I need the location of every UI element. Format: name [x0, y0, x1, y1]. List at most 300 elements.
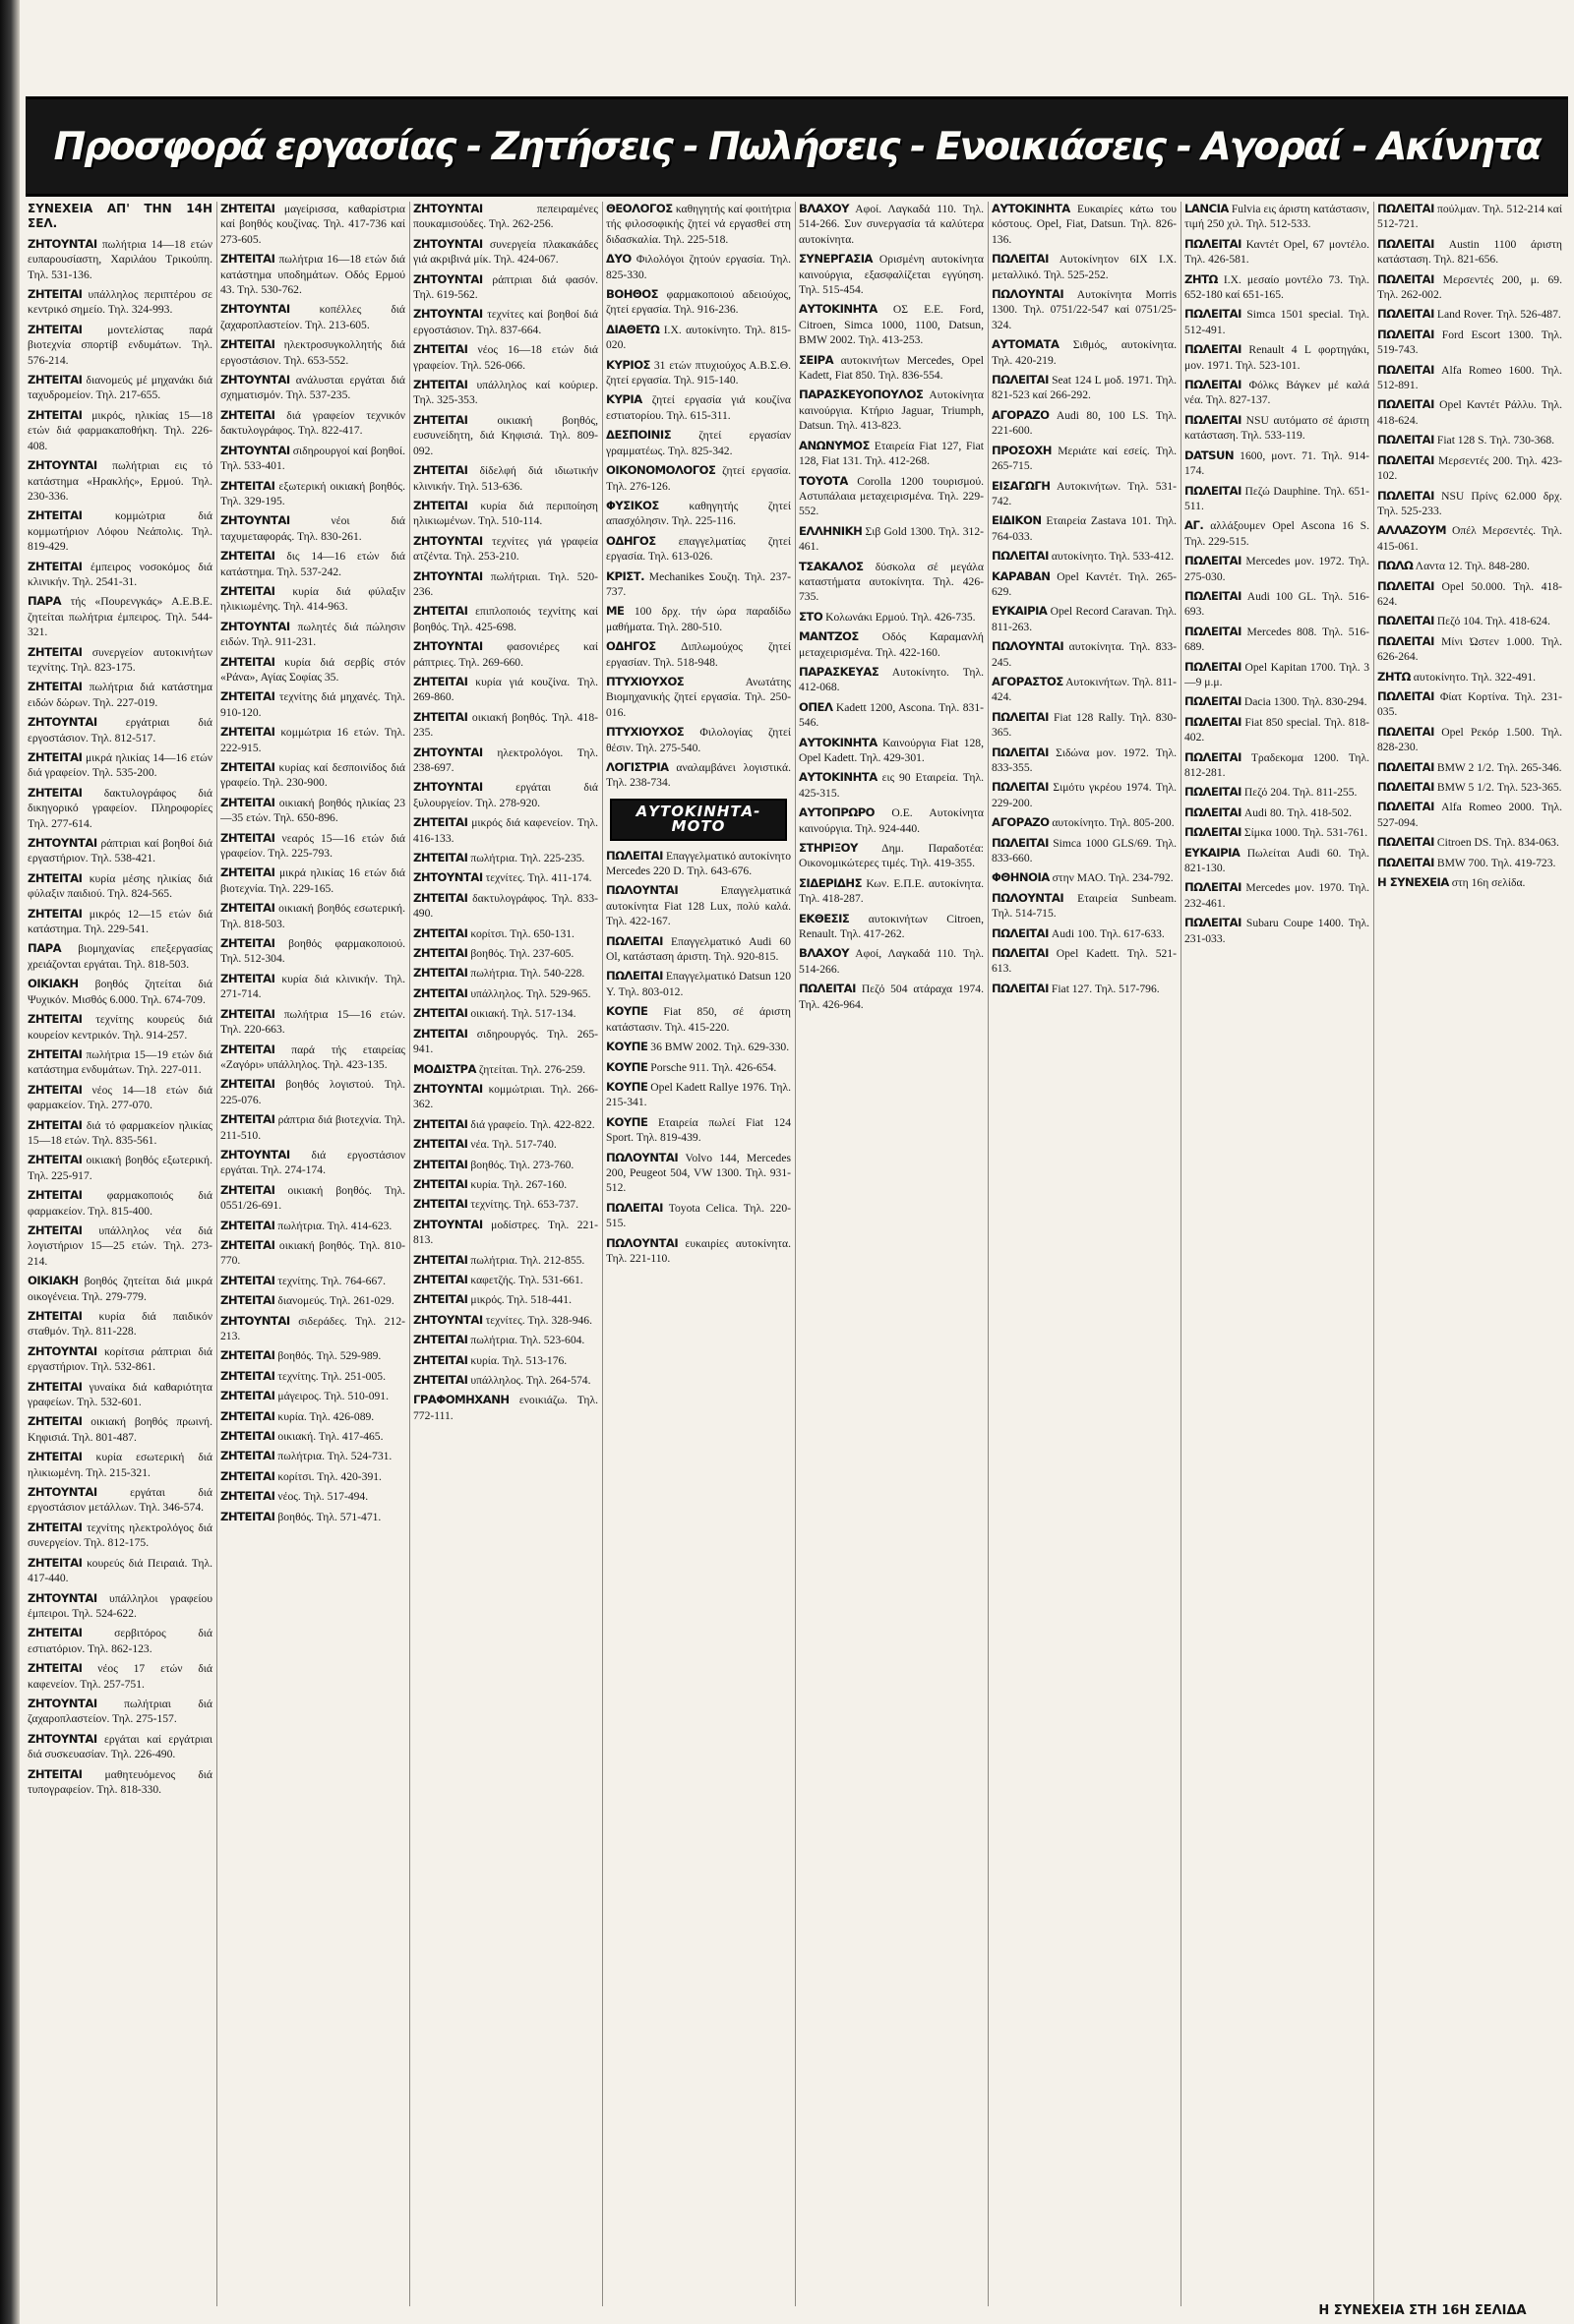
ad-heading: ΖΗΤΟΥΝΤΑΙ [413, 745, 483, 759]
ad-heading: ΖΗΤΕΙΤΑΙ [413, 1137, 468, 1152]
ad-heading: ΖΗΤΟΥΝΤΑΙ [28, 1590, 97, 1605]
classified-ad [992, 549, 1177, 564]
ad-text: φαρμακοποιός διά φαρμακείον. Τηλ. 815-400. [28, 1189, 212, 1218]
classified-ad [220, 1238, 405, 1269]
classified-ad [220, 1389, 405, 1403]
ad-heading: ΖΗΤΟΥΝΤΑΙ [413, 236, 483, 251]
ad-heading: ΖΗΤΕΙΤΑΙ [28, 559, 83, 573]
classified-ad [606, 202, 791, 247]
ad-text: Ι.Χ. μεσαίο μοντέλο 73. Τηλ. 652-180 καί 651-165. [1184, 272, 1369, 302]
ad-text: οικιακή βοηθός εξωτερική. Τηλ. 225-917. [28, 1154, 212, 1182]
ad-text: Κολωνάκι Ερμού. Τηλ. 426-735. [825, 610, 976, 624]
ad-text: Αυτοκίνητα Morris 1300. Τηλ. 0751/22-547 καί 0751/25-324. [992, 288, 1177, 331]
classified-ad [413, 926, 598, 941]
ad-text: Kadett 1200, Ascona. Τηλ. 831-546. [799, 700, 984, 730]
ad-heading: ΒΟΗΘΟΣ [606, 287, 659, 302]
classified-ad [413, 1313, 598, 1328]
ad-heading: ΑΥΤΟΚΙΝΗΤΑ [799, 302, 878, 317]
ad-column-3 [413, 202, 598, 2306]
classified-ad [1184, 342, 1369, 373]
ad-text: τεχνίτης ηλεκτρολόγος διά συνεργείον. Τηλ. 812-175. [28, 1520, 212, 1550]
ad-text: Επαγγελματικό αυτοκίνητο Mercedes 220 D. Τηλ. 643-676. [606, 849, 791, 878]
classified-ad [220, 1043, 405, 1073]
classified-ad [220, 479, 405, 509]
ad-text: νέος 14—18 ετών διά φαρμακείον. Τηλ. 277-070. [28, 1083, 212, 1112]
ad-heading: ΖΗΤΕΙΤΑΙ [220, 1042, 275, 1056]
ad-heading: ΖΗΤΕΙΤΑΙ [28, 1520, 83, 1534]
classified-ad [220, 1314, 405, 1344]
ad-heading: ΠΩΛΕΙΤΑΙ [1184, 694, 1241, 709]
classified-ad [28, 1188, 212, 1219]
ad-text: κυρία διά περιποίηση ηλικιωμένων. Τηλ. 510-114. [413, 499, 598, 528]
ad-heading: ΖΗΤΟΥΝΤΑΙ [220, 373, 290, 387]
ad-heading: ΖΗΤΟΥΝΤΑΙ [220, 302, 290, 317]
ad-text: καθηγητής καί φοιτήτρια τής φιλοσοφικής ζητεί νά εργασθεί στη διδασκαλία. Τηλ. 225-518. [606, 203, 791, 246]
classified-ad [413, 604, 598, 634]
classified-ad [28, 508, 212, 554]
ad-text: Audi 80, 100 LS. Τηλ. 221-600. [992, 408, 1177, 438]
classified-ad [220, 1429, 405, 1444]
classified-ad [28, 408, 212, 453]
ad-text: Fiat 850 special. Τηλ. 818-402. [1184, 715, 1369, 745]
classified-ad [992, 710, 1177, 741]
ad-heading: ΖΗΤΕΙΤΑΙ [220, 549, 275, 564]
ad-heading: ΠΩΛΕΙΤΑΙ [992, 709, 1049, 724]
classified-ad [1377, 875, 1562, 890]
ad-text: βοηθός. Τηλ. 273-760. [470, 1158, 575, 1171]
classified-ad [28, 1012, 212, 1043]
ad-text: Alfa Romeo 1600. Τηλ. 512-891. [1377, 363, 1562, 392]
ad-text: Σιμότυ γκρέου 1974. Τηλ. 229-200. [992, 781, 1177, 809]
ad-text: κυρία. Τηλ. 267-160. [470, 1177, 568, 1191]
ad-text: διά γραφείον τεχνικόν δακτυλογράφος. Τηλ. 822-417. [220, 408, 405, 438]
ad-heading: ΖΗΤΟΥΝΤΑΙ [28, 836, 97, 851]
ad-text: αυτοκίνητο. Τηλ. 805-200. [1052, 816, 1175, 830]
ad-text: ράπτριαι διά φασόν. Τηλ. 619-562. [413, 272, 598, 302]
ad-text: έμπειρος νοσοκόμος διά κλινικήν. Τηλ. 2541-31. [28, 560, 212, 588]
classified-ad [1377, 328, 1562, 358]
classified-ad [992, 604, 1177, 634]
classified-ad [413, 1082, 598, 1112]
ad-text: Opel Record Caravan. Τηλ. 811-263. [992, 605, 1177, 633]
ad-heading: ΜΑΝΤΖΟΣ [799, 629, 859, 644]
ad-heading: ΖΗΤΕΙΤΑΙ [28, 373, 83, 387]
classified-ad [606, 534, 791, 565]
ad-heading: ΖΗΤΕΙΤΑΙ [28, 1117, 83, 1132]
classified-ad [413, 1253, 598, 1268]
classified-ad [220, 936, 405, 967]
ad-heading: ΖΗΤΟΥΝΤΑΙ [220, 1147, 290, 1162]
classified-ad [220, 202, 405, 247]
ad-heading: ΖΗΤΕΙΤΑΙ [413, 1157, 468, 1171]
continuation-header: ΣΥΝΕΧΕΙΑ ΑΠ' ΤΗΝ 14Η ΣΕΛ. [28, 202, 212, 231]
classified-ad [1184, 694, 1369, 709]
ad-text: αναλαμβάνει λογιστικά. Τηλ. 238-734. [606, 761, 791, 790]
classified-ad [220, 584, 405, 615]
ad-heading: ΖΗΤΕΙΤΑΙ [220, 1006, 275, 1021]
ad-text: Φόλκς Βάγκεν μέ καλά νέα. Τηλ. 827-137. [1184, 379, 1369, 407]
ad-text: Citroen DS. Τηλ. 834-063. [1436, 836, 1559, 850]
classified-ad [799, 629, 984, 660]
ad-heading: ΠΩΛΕΙΤΑΙ [1377, 397, 1434, 412]
ad-heading: ΚΥΡΙΑ [606, 392, 642, 407]
ad-text: Fiat 128 S. Τηλ. 730-368. [1436, 434, 1555, 447]
ad-text: Εταιρεία Sunbeam. Τηλ. 514-715. [992, 891, 1177, 921]
ad-text: κυρία διά φύλαξιν ηλικιωμένης. Τηλ. 414-963. [220, 584, 405, 614]
classified-ad [28, 1223, 212, 1269]
ad-text: κορίτσι. Τηλ. 420-391. [277, 1469, 382, 1483]
ad-heading: ΟΠΕΛ [799, 699, 833, 714]
ad-heading: ΦΥΣΙΚΟΣ [606, 498, 659, 512]
classified-ad [220, 1510, 405, 1524]
ad-text: Opel Kadett Rallye 1976. Τηλ. 215-341. [606, 1080, 791, 1109]
ad-heading: ΠΩΛΕΙΤΑΙ [606, 969, 663, 983]
classified-ad [992, 982, 1177, 996]
ad-heading: ΑΥΤΟΚΙΝΗΤΑ [799, 735, 878, 749]
ad-heading: ΖΗΤΕΙΤΑΙ [220, 478, 275, 493]
ad-text: κομμώτριαι. Τηλ. 266-362. [413, 1082, 598, 1111]
ad-text: βοηθός. Τηλ. 237-605. [470, 947, 575, 961]
classified-ad [799, 770, 984, 801]
ad-heading: ΟΙΚΙΑΚΗ [28, 1274, 79, 1288]
ad-heading: ΜΟΔΙΣΤΡΑ [413, 1061, 476, 1076]
ad-heading: ΖΗΤΕΙΤΑΙ [413, 342, 468, 357]
ad-text: πωλήτρια. Τηλ. 540-228. [470, 967, 585, 981]
ad-heading: ΠΩΛΕΙΤΑΙ [1184, 785, 1241, 800]
classified-ad [992, 479, 1177, 509]
ad-text: εις 90 Εταιρεία. Τηλ. 425-315. [799, 771, 984, 800]
ad-heading: ΖΗΤΕΙΤΑΙ [413, 851, 468, 865]
ad-heading: ΠΩΛΕΙΤΑΙ [1377, 452, 1434, 467]
ad-heading: ΖΗΤΟΥΝΤΑΙ [413, 870, 483, 885]
ad-text: Simca 1501 special. Τηλ. 512-491. [1184, 308, 1369, 336]
ad-heading: ΖΗΤΕΙΤΑΙ [28, 1766, 83, 1781]
classified-ad [1184, 378, 1369, 408]
ad-text: Πεζό 104. Τηλ. 418-624. [1436, 615, 1550, 628]
ad-heading: ΖΗΤΟΥΝΤΑΙ [413, 639, 483, 654]
classified-ad [413, 1333, 598, 1347]
classified-ad [1377, 670, 1562, 685]
ad-heading: ΠΩΛΕΙΤΑΙ [1377, 800, 1434, 814]
classified-ad [799, 982, 984, 1012]
ad-text: κυρία. Τηλ. 513-176. [470, 1353, 568, 1367]
classified-ad [1184, 484, 1369, 514]
ad-heading: ΖΗΤΕΙΤΑΙ [28, 1626, 83, 1640]
ad-heading: ΖΗΤΕΙΤΑΙ [28, 1450, 83, 1464]
ad-column-7 [1184, 202, 1369, 2306]
classified-ad [28, 871, 212, 902]
classified-ad [992, 891, 1177, 922]
ad-heading: ΠΩΛΕΙΤΑΙ [1377, 271, 1434, 286]
ad-text: κυρία διά παιδικόν σταθμόν. Τηλ. 811-228. [28, 1310, 212, 1339]
ad-column-6 [992, 202, 1177, 2306]
ad-text: Opel Καντέτ Ράλλυ. Τηλ. 418-624. [1377, 398, 1562, 427]
classified-ad [799, 524, 984, 555]
ad-text: πωλήτρια 15—19 ετών διά κατάστημα ενδυμάτων. Τηλ. 227-011. [28, 1047, 212, 1077]
classified-ad [992, 337, 1177, 368]
ad-text: μοντελίστας παρά βιοτεχνία σπορτίβ ενδυμάτων. Τηλ. 576-214. [28, 323, 212, 367]
ad-heading: ΖΗΤΕΙΤΑΙ [220, 202, 275, 215]
ad-text: Πεζό 204. Τηλ. 811-255. [1243, 786, 1358, 800]
classified-ad [220, 252, 405, 297]
ad-heading: ΖΗΤΕΙΤΑΙ [28, 407, 83, 422]
classified-ad [992, 513, 1177, 544]
ad-heading: ΖΗΤΕΙΤΑΙ [28, 785, 83, 800]
ad-heading: ΖΗΤΕΙΤΑΙ [220, 1182, 275, 1197]
ad-heading: ΠΩΛΕΙΤΑΙ [606, 933, 663, 948]
ad-text: μικρός διά καφενείον. Τηλ. 416-133. [413, 816, 598, 845]
ad-heading: ΠΩΛΕΙΤΑΙ [1377, 855, 1434, 869]
ad-text: τεχνίτες γιά γραφεία ατζέντα. Τηλ. 253-210. [413, 534, 598, 564]
classified-ad [1377, 780, 1562, 795]
classified-ad [606, 392, 791, 423]
ad-text: Μίνι Ώστεν 1.000. Τηλ. 626-264. [1377, 634, 1562, 664]
classified-ad [799, 560, 984, 605]
ad-heading: ΖΗΤΕΙΤΑΙ [220, 971, 275, 985]
column-rule [216, 202, 217, 2306]
ad-heading: ΣΤΟ [799, 609, 823, 624]
classified-ad [413, 1006, 598, 1021]
ad-heading: ΖΗΤΟΥΝΤΑΙ [413, 568, 483, 583]
ad-heading: ΖΗΤΟΥΝΤΑΙ [220, 443, 290, 457]
ad-heading: ΒΛΑΧΟΥ [799, 202, 849, 215]
classified-ad [220, 1449, 405, 1463]
ad-text: Opel Kapitan 1700. Τηλ. 3—9 μ.μ. [1184, 660, 1369, 688]
classified-ad [1377, 489, 1562, 519]
ad-text: υπάλληλοι γραφείου έμπειροι. Τηλ. 524-622. [28, 1591, 212, 1620]
ad-heading: ΖΗΤΟΥΝΤΑΙ [220, 619, 290, 633]
ad-heading: ΖΗΤΕΙΤΑΙ [413, 709, 468, 724]
ad-text: 36 BMW 2002. Τηλ. 629-330. [650, 1041, 790, 1054]
classified-ad [220, 972, 405, 1002]
ad-heading: ΑΓΟΡΑΣΤΟΣ [992, 674, 1063, 688]
classified-ad [799, 946, 984, 977]
ad-heading: ΠΑΡΑ [28, 594, 62, 609]
column-rule [1373, 202, 1374, 2306]
ad-heading: ΠΩΛΕΙΤΑΙ [992, 780, 1049, 795]
ad-text: Ford Escort 1300. Τηλ. 519-743. [1377, 328, 1562, 357]
ad-heading: ΠΩΛΕΙΤΑΙ [1184, 378, 1241, 392]
ad-text: Ορισμένη αυτοκίνητα καινούργια, εξασφαλίζεται εγγύηση. Τηλ. 515-454. [799, 253, 984, 297]
ad-heading: ΠΩΛΕΙΤΑΙ [1377, 835, 1434, 850]
ad-text: αυτοκίνητο. Τηλ. 533-412. [1051, 550, 1175, 564]
ad-heading: ΖΗΤΕΙΤΑΙ [28, 1222, 83, 1237]
ad-text: Ανωτάτης Βιομηχανικής ζητεί εργασία. Τηλ. 250-016. [606, 675, 791, 719]
ad-text: τεχνίτες. Τηλ. 411-174. [485, 871, 592, 885]
ad-text: ηλεκτροσυγκολλητής διά εργοστάσιον. Τηλ. 653-552. [220, 338, 405, 367]
classified-ad [799, 912, 984, 942]
ad-text: Φιλολόγοι ζητούν εργασία. Τηλ. 825-330. [606, 253, 791, 281]
ad-heading: ΣΙΔΕΡΙΔΗΣ [799, 875, 863, 890]
classified-ad [992, 569, 1177, 600]
classified-ad [1184, 715, 1369, 745]
ad-text: κυρία. Τηλ. 426-089. [277, 1409, 375, 1423]
ad-heading: ΖΗΤΕΙΤΑΙ [220, 654, 275, 669]
classified-ad [28, 287, 212, 318]
classified-ad [992, 202, 1177, 247]
ad-heading: ΠΩΛΕΙΤΑΙ [1184, 714, 1241, 729]
ad-text: πωλήτρια 15—16 ετών. Τηλ. 220-663. [220, 1007, 405, 1037]
ad-heading: ΣΕΙΡΑ [799, 352, 834, 367]
classified-ad [992, 926, 1177, 941]
classified-ad [799, 252, 984, 297]
ad-heading: ΖΗΤΟΥΝΤΑΙ [220, 513, 290, 528]
classified-ad [28, 1380, 212, 1410]
classified-ad [220, 1148, 405, 1178]
classified-ad [606, 499, 791, 529]
binding-edge [0, 0, 20, 2324]
ad-heading: ΠΩΛΟΥΝΤΑΙ [992, 287, 1064, 302]
classified-ad [413, 1197, 598, 1212]
ad-heading: ΠΩΛΕΙΤΑΙ [1377, 633, 1434, 648]
ad-heading: ΖΗΤΕΙΤΑΙ [28, 1082, 83, 1097]
classified-ad [606, 1040, 791, 1054]
ad-text: οικιακή βοηθός. Τηλ. 0551/26-691. [220, 1183, 405, 1213]
ad-column-5 [799, 202, 984, 2306]
ad-heading: ΖΗΤΕΙΤΑΙ [413, 604, 468, 619]
ad-text: Μερσεντές 200, μ. 69. Τηλ. 262-002. [1377, 272, 1562, 302]
ad-heading: ΖΗΤΕΙΤΑΙ [28, 1555, 83, 1570]
ad-heading: ΖΗΤΕΙΤΑΙ [413, 1116, 468, 1131]
ad-heading: ΟΔΗΓΟΣ [606, 639, 656, 654]
classified-ad [413, 1373, 598, 1388]
ad-heading: ΠΩΛΕΙΤΑΙ [1184, 554, 1241, 568]
classified-ad [992, 639, 1177, 670]
ad-heading: ΠΩΛΕΙΤΑΙ [1184, 880, 1241, 895]
ad-heading: ΠΩΛΕΙΤΑΙ [1184, 483, 1241, 498]
ad-text: κυρία μέσης ηλικίας διά φύλαξιν παιδιού. Τηλ. 824-565. [28, 871, 212, 901]
classified-ad [220, 408, 405, 439]
ad-text: Mercedes μον. 1972. Τηλ. 275-030. [1184, 555, 1369, 583]
ad-heading: ΖΗΤΟΥΝΤΑΙ [220, 1313, 290, 1328]
ad-heading: ΕΙΣΑΓΩΓΗ [992, 478, 1051, 493]
classified-ad [1377, 760, 1562, 775]
ad-heading: ΠΩΛΕΙΤΑΙ [1377, 759, 1434, 774]
ad-heading: ΖΗΤΕΙΤΑΙ [220, 1468, 275, 1483]
ad-heading: ΚΥΡΙΟΣ [606, 357, 650, 372]
classified-ad [992, 373, 1177, 403]
classified-ad [28, 977, 212, 1007]
ad-text: BMW 700. Τηλ. 419-723. [1436, 856, 1556, 869]
classified-ad [220, 1293, 405, 1308]
classified-ad [606, 639, 791, 670]
classified-ad [606, 1151, 791, 1196]
ad-heading: ΟΙΚΟΝΟΜΟΛΟΓΟΣ [606, 463, 716, 478]
ad-text: ζητείται. Τηλ. 276-259. [478, 1062, 586, 1076]
ad-heading: ΖΗΤΕΙΤΑΙ [413, 985, 468, 1000]
classified-ad [413, 1273, 598, 1287]
ad-text: Λαντα 12. Τηλ. 848-280. [1415, 560, 1530, 573]
classified-ad [28, 1083, 212, 1113]
classified-ad [992, 444, 1177, 474]
ad-text: 31 ετών πτυχιούχος Α.Β.Σ.Θ. ζητεί εργασία. Τηλ. 915-140. [606, 358, 791, 387]
ad-text: Καντέτ Opel, 67 μοντέλο. Τηλ. 426-581. [1184, 237, 1369, 267]
classified-ad [220, 689, 405, 720]
ad-heading: ΕΥΚΑΙΡΙΑ [1184, 845, 1241, 860]
ad-text: μοδίστρες. Τηλ. 221-813. [413, 1218, 598, 1247]
classified-ad [1184, 413, 1369, 444]
ad-heading: ΠΩΛΕΙΤΑΙ [1377, 202, 1434, 215]
classified-ad [28, 237, 212, 282]
ad-text: δύσκολα σέ μεγάλα καταστήματα αυτοκίνητα. Τηλ. 426-735. [799, 560, 984, 604]
ad-text: κυρία γιά κουζίνα. Τηλ. 269-860. [413, 675, 598, 704]
ad-heading: ΖΗΤΕΙΤΑΙ [413, 925, 468, 940]
classified-ad [1377, 634, 1562, 665]
ad-text: υπάλληλος νέα διά λογιστήριον 15—25 ετών. Τηλ. 273-214. [28, 1223, 212, 1268]
ad-text: συνεργείον αυτοκινήτων τεχνίτης. Τηλ. 823-175. [28, 645, 212, 674]
ad-column-1 [28, 202, 212, 2306]
ad-text: Corolla 1200 τουρισμού. Αστυπάλαια μεταχειρισμένα. Τηλ. 229-552. [799, 474, 984, 518]
ad-text: υπάλληλος καί κούριερ. Τηλ. 325-353. [413, 379, 598, 407]
ad-heading: ΠΩΛΕΙΤΑΙ [1377, 307, 1434, 322]
ad-text: διανομεύς. Τηλ. 261-029. [277, 1294, 394, 1308]
ad-heading: ΠΩΛΕΙΤΑΙ [992, 925, 1049, 940]
ad-heading: ΖΗΤΕΙΤΑΙ [413, 946, 468, 961]
ad-heading: ΦΘΗΝΟΙΑ [992, 870, 1050, 885]
ad-text: ζητεί εργασία γιά κουζίνα εστιατορίου. Τηλ. 615-311. [606, 393, 791, 422]
column-rule [409, 202, 410, 2306]
ad-heading: ΖΗΤΕΙΤΑΙ [220, 936, 275, 951]
ad-heading: ΠΩΛΕΙΤΑΙ [992, 373, 1049, 387]
ad-text: Αυτοκίνητον 6IX Ι.Χ. μεταλλικό. Τηλ. 525-252. [992, 253, 1177, 281]
classified-ad [220, 337, 405, 368]
ad-heading: ΠΩΛΕΙΤΑΙ [992, 745, 1049, 759]
ad-text: Δημ. Παραδοτέα: Οικονομικώτερες τιμές. Τηλ. 419-355. [799, 842, 984, 870]
classified-ad [1184, 237, 1369, 268]
ad-text: Σίμκα 1000. Τηλ. 531-761. [1243, 826, 1368, 840]
ad-text: πωλήτρια 16—18 ετών διά κατάστημα υποδημάτων. Οδός Ερμού 43. Τηλ. 530-762. [220, 253, 405, 297]
classified-ad [220, 1409, 405, 1424]
ad-text: κυρίας καί δεσποινίδος διά γραφείο. Τηλ. 230-900. [220, 761, 405, 790]
classified-ad [992, 745, 1177, 776]
ad-text: ανάλυσται εργάται διά σχηματισμόν. Τηλ. 537-235. [220, 374, 405, 402]
classified-ad [220, 1183, 405, 1214]
ad-text: σιδηρουργοί καί βοηθοί. Τηλ. 533-401. [220, 444, 405, 473]
classified-ad [220, 865, 405, 896]
ad-text: αυτοκίνητο. Τηλ. 322-491. [1413, 670, 1537, 684]
classified-ad [220, 1469, 405, 1484]
ad-text: οικιακή βοηθός, ευσυνείδητη, διά Κηφισιά. Τηλ. 809-092. [413, 413, 598, 457]
ad-text: Fiat 127. Τηλ. 517-796. [1051, 982, 1160, 995]
ad-heading: ΠΩΛΕΙΤΑΙ [1184, 659, 1241, 674]
classified-ad [220, 444, 405, 474]
ad-heading: ΖΗΤΕΙΤΑΙ [220, 760, 275, 774]
ad-text: καθηγητής ζητεί απασχόλησιν. Τηλ. 225-116. [606, 499, 791, 528]
ad-text: βιομηχανίας επεξεργασίας χρειάζονται εργάται. Τηλ. 818-503. [28, 942, 212, 971]
classified-ad [28, 1661, 212, 1692]
ad-heading: ΠΤΥΧΙΟΥΧΟΣ [606, 674, 685, 688]
classified-ad [28, 680, 212, 710]
ad-text: NSU αυτόματο σέ άριστη κατάσταση. Τηλ. 533-119. [1184, 413, 1369, 443]
ad-heading: ΖΗΤΕΙΤΑΙ [413, 498, 468, 512]
ad-text: επιπλοποιός τεχνίτης καί βοηθός. Τηλ. 425-698. [413, 605, 598, 633]
classified-ad [799, 302, 984, 347]
ad-text: διανομεύς μέ μηχανάκι διά ταχυδρομείον. Τηλ. 217-655. [28, 374, 212, 402]
classified-ad [1377, 202, 1562, 232]
ad-text: Πεζό 504 ατάραχα 1974. Τηλ. 426-964. [799, 983, 984, 1011]
ad-text: κυρία διά κλινικήν. Τηλ. 271-714. [220, 972, 405, 1001]
ad-text: δακτυλογράφος. Τηλ. 833-490. [413, 891, 598, 921]
classified-ad [1184, 880, 1369, 911]
ad-heading: LANCIA [1184, 202, 1229, 215]
ad-text: τεχνίτης. Τηλ. 251-005. [277, 1369, 386, 1383]
classified-ad [1377, 800, 1562, 830]
column-rule [988, 202, 989, 2306]
ad-heading: ΖΗΤΟΥΝΤΑΙ [413, 307, 483, 322]
classified-ad [1377, 579, 1562, 610]
ad-text: δακτυλογράφος διά δικηγορικό γραφείον. Πληροφορίες Τηλ. 277-614. [28, 786, 212, 830]
classified-ad [1184, 785, 1369, 800]
